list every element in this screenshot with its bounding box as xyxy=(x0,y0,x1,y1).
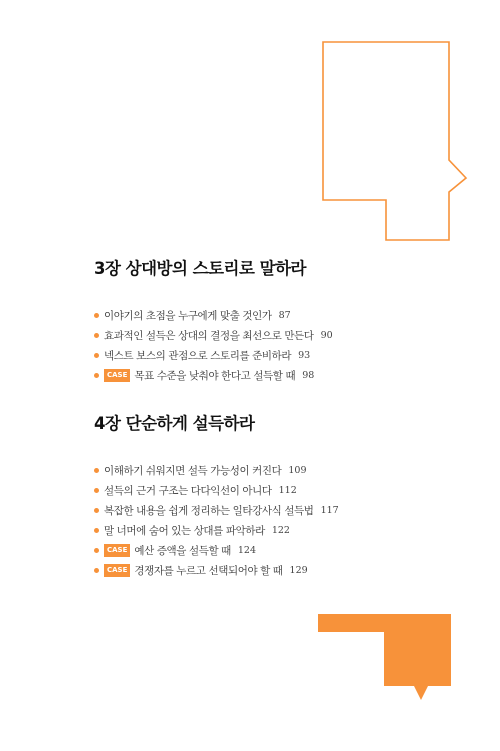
entry-page-number: 87 xyxy=(278,309,291,321)
bullet-icon xyxy=(94,528,99,533)
entry-title: 이야기의 초점을 누구에게 맞출 것인가 xyxy=(104,309,272,322)
bullet-icon xyxy=(94,333,99,338)
toc-entry[interactable] xyxy=(94,345,333,365)
chapter-3-title: 3장 상대방의 스토리로 말하라 xyxy=(94,259,306,278)
entry-title: 효과적인 설득은 상대의 결정을 최선으로 만든다 xyxy=(104,329,314,342)
entry-page-number: 122 xyxy=(271,524,290,536)
entry-page-number: 112 xyxy=(278,484,297,496)
entry-page-number: 90 xyxy=(320,329,333,341)
entry-page-number: 93 xyxy=(298,349,311,361)
toc-entry[interactable] xyxy=(94,520,339,540)
bullet-icon xyxy=(94,548,99,553)
toc-entry-case[interactable] xyxy=(94,365,333,385)
entry-title: 말 너머에 숨어 있는 상대를 파악하라 xyxy=(104,524,265,537)
bullet-icon xyxy=(94,373,99,378)
entry-page-number: 124 xyxy=(237,544,257,556)
entry-title: 복잡한 내용을 쉽게 정리하는 일타강사식 설득법 xyxy=(104,504,314,517)
chapter-4-title: 4장 단순하게 설득하라 xyxy=(94,414,255,433)
chapter-4-entries xyxy=(94,460,339,580)
toc-entry[interactable] xyxy=(94,325,333,345)
bullet-icon xyxy=(94,568,99,573)
chapter-3-entries xyxy=(94,305,333,385)
bullet-icon xyxy=(94,353,99,358)
entry-title: 예산 증액을 설득할 때 xyxy=(134,544,231,557)
entry-page-number: 129 xyxy=(289,564,308,576)
chapter-3 xyxy=(94,255,333,385)
toc-entry[interactable] xyxy=(94,480,339,500)
bullet-icon xyxy=(94,313,99,318)
bullet-icon xyxy=(94,468,99,473)
entry-title: 목표 수준을 낮춰야 한다고 설득할 때 xyxy=(134,369,296,382)
entry-page-number: 98 xyxy=(302,369,315,381)
toc-entry[interactable] xyxy=(94,460,339,480)
entry-title: 넥스트 보스의 관점으로 스토리를 준비하라 xyxy=(104,349,292,362)
entry-title: 경쟁자를 누르고 선택되어야 할 때 xyxy=(134,564,283,577)
filled-speech-bubble-shape xyxy=(318,614,451,700)
toc-entry-case[interactable] xyxy=(94,540,339,560)
outline-speech-bubble-shape xyxy=(323,42,466,240)
entry-title: 설득의 근거 구조는 다다익선이 아니다 xyxy=(104,484,272,497)
case-badge: CASE xyxy=(104,369,130,382)
toc-entry[interactable] xyxy=(94,500,339,520)
bullet-icon xyxy=(94,488,99,493)
entry-page-number: 117 xyxy=(320,504,339,516)
entry-page-number: 109 xyxy=(288,464,307,476)
case-badge: CASE xyxy=(104,544,130,557)
toc-entry-case[interactable] xyxy=(94,560,339,580)
bullet-icon xyxy=(94,508,99,513)
toc-entry[interactable] xyxy=(94,305,333,325)
case-badge: CASE xyxy=(104,564,130,577)
chapter-4 xyxy=(94,410,339,580)
entry-title: 이해하기 쉬워지면 설득 가능성이 커진다 xyxy=(104,464,282,477)
